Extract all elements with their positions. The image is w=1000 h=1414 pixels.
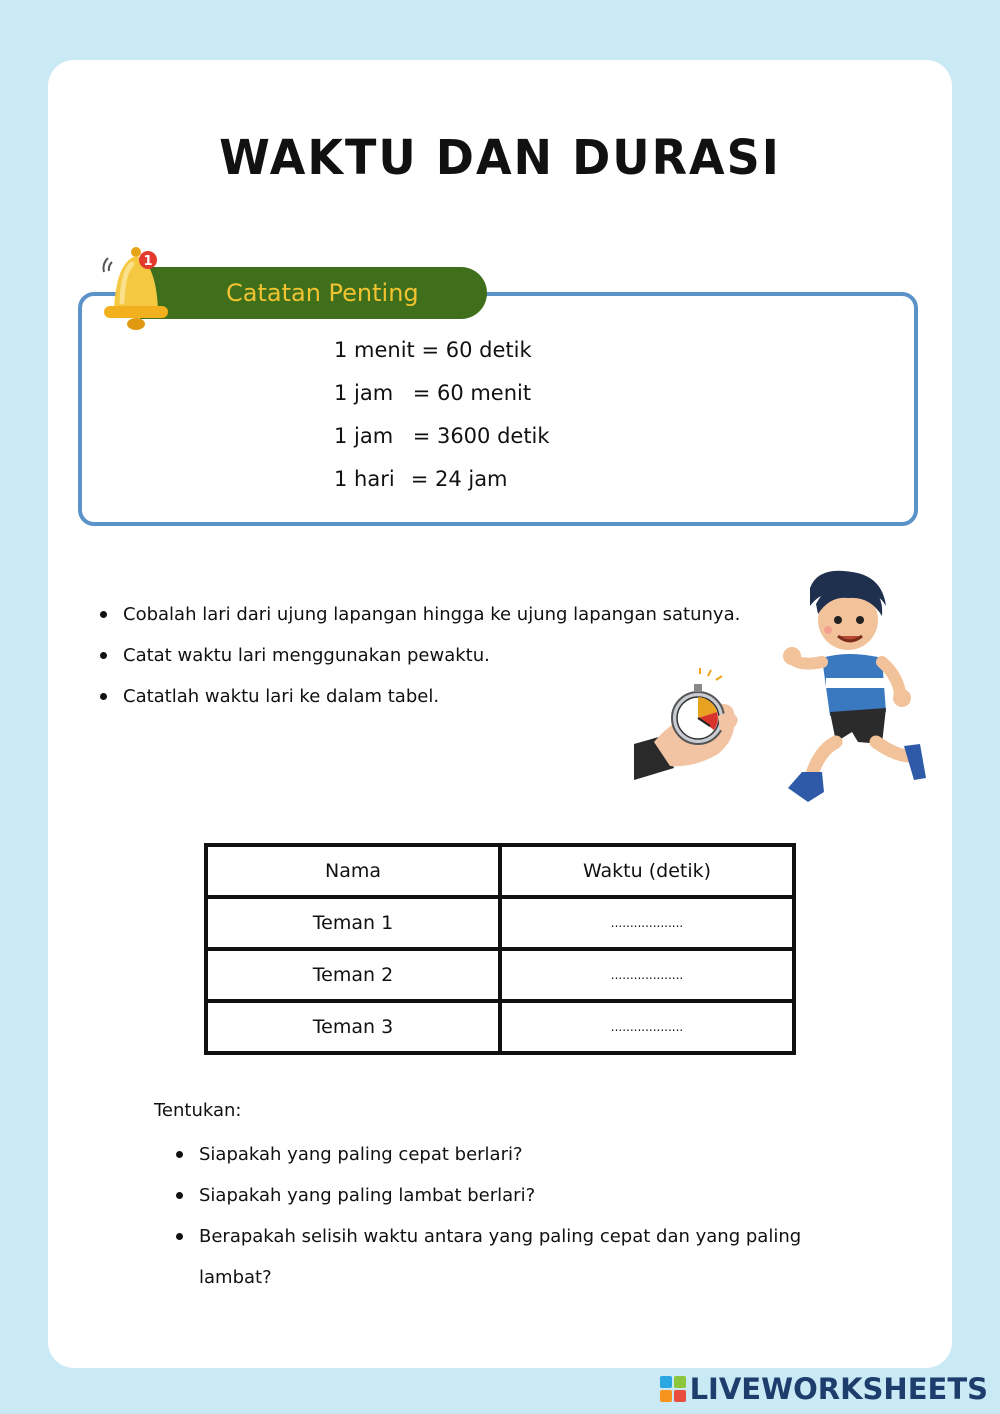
list-item: Cobalah lari dari ujung lapangan hingga ke ujung lapangan satunya. bbox=[100, 594, 740, 635]
time-blank-cell[interactable]: ................... bbox=[500, 1001, 794, 1053]
friend-name-cell: Teman 2 bbox=[206, 949, 500, 1001]
bullet-icon bbox=[176, 1233, 183, 1240]
table-row bbox=[206, 1001, 794, 1053]
conversion-rhs: = 60 detik bbox=[421, 338, 532, 362]
table-header-row bbox=[206, 845, 794, 897]
conversion-lhs: 1 menit bbox=[334, 338, 415, 362]
bullet-icon bbox=[100, 652, 107, 659]
conversion-row bbox=[334, 338, 532, 362]
list-item: Siapakah yang paling cepat berlari? bbox=[176, 1134, 816, 1175]
bullet-icon bbox=[100, 693, 107, 700]
liveworksheets-logo bbox=[660, 1376, 686, 1402]
bullet-icon bbox=[176, 1192, 183, 1199]
conversion-rhs: = 3600 detik bbox=[412, 424, 550, 448]
conversion-lhs: 1 jam bbox=[334, 381, 394, 405]
table-row bbox=[206, 897, 794, 949]
list-item: Catat waktu lari menggunakan pewaktu. bbox=[100, 635, 740, 676]
tasks-heading: Tentukan: bbox=[154, 1100, 242, 1121]
conversion-lhs: 1 jam bbox=[334, 424, 394, 448]
conversion-rhs: = 60 menit bbox=[412, 381, 532, 405]
column-header-time: Waktu (detik) bbox=[500, 845, 794, 897]
friend-name-cell: Teman 3 bbox=[206, 1001, 500, 1053]
list-item: Siapakah yang paling lambat berlari? bbox=[176, 1175, 816, 1216]
time-blank-cell[interactable]: ................... bbox=[500, 949, 794, 1001]
conversion-row bbox=[334, 467, 508, 491]
results-table bbox=[204, 843, 796, 1055]
friend-name-cell: Teman 1 bbox=[206, 897, 500, 949]
running-boy-illustration bbox=[778, 566, 928, 806]
conversion-lhs: 1 hari bbox=[334, 467, 395, 491]
page-title: WAKTU DAN DURASI bbox=[219, 128, 781, 186]
time-blank-cell[interactable]: ................... bbox=[500, 897, 794, 949]
notification-badge-count: 1 bbox=[143, 254, 153, 269]
bell-icon bbox=[96, 242, 176, 332]
conversion-row bbox=[334, 424, 550, 448]
bullet-icon bbox=[176, 1151, 183, 1158]
task-list bbox=[176, 1134, 816, 1298]
conversion-row bbox=[334, 381, 531, 405]
brand-text: LIVEWORKSHEETS bbox=[689, 1372, 988, 1406]
list-item: Berapakah selisih waktu antara yang paling cepat dan yang paling lambat? bbox=[176, 1216, 816, 1298]
stopwatch-hand-illustration bbox=[634, 668, 744, 784]
liveworksheets-brand[interactable] bbox=[660, 1372, 988, 1406]
column-header-name: Nama bbox=[206, 845, 500, 897]
table-row bbox=[206, 949, 794, 1001]
important-note-heading: Catatan Penting bbox=[140, 267, 487, 319]
conversion-rhs: = 24 jam bbox=[410, 467, 508, 491]
list-item: Catatlah waktu lari ke dalam tabel. bbox=[100, 676, 740, 717]
bullet-icon bbox=[100, 611, 107, 618]
